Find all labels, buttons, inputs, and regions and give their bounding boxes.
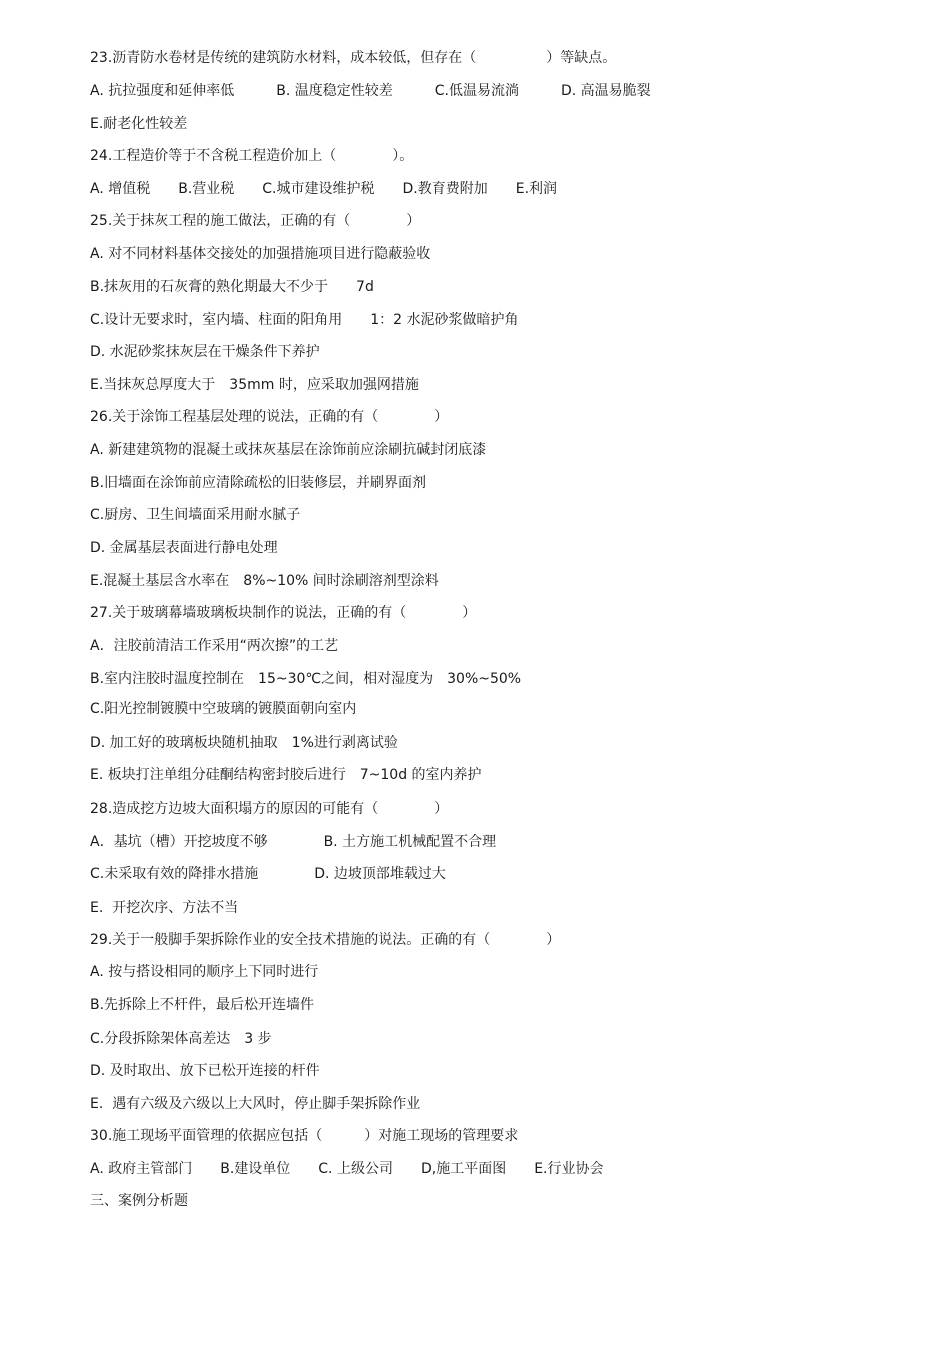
question-30-options: A. 政府主管部门 B.建设单位 C. 上级公司 D,施工平面图 E.行业协会 [90,1161,604,1177]
question-25-option-c: C.设计无要求时，室内墙、柱面的阳角用 1：2 水泥砂浆做暗护角 [90,312,519,328]
question-24-options: A. 增值税 B.营业税 C.城市建设维护税 D.教育费附加 E.利润 [90,181,558,197]
question-25-option-d: D. 水泥砂浆抹灰层在干燥条件下养护 [90,344,320,360]
section-heading-case-analysis: 三、案例分析题 [90,1193,188,1209]
question-27-option-b: B.室内注胶时温度控制在 15~30℃之间，相对湿度为 30%~50% [90,671,522,687]
question-28: 28.造成挖方边坡大面积塌方的原因的可能有（ ） [90,801,449,817]
question-23: 23.沥青防水卷材是传统的建筑防水材料，成本较低，但存在（ ）等缺点。 [90,50,617,66]
question-26: 26.关于涂饰工程基层处理的说法，正确的有（ ） [90,409,449,425]
question-26-option-d: D. 金属基层表面进行静电处理 [90,540,278,556]
question-26-option-e: E.混凝土基层含水率在 8%~10% 间时涂刷溶剂型涂料 [90,573,439,589]
question-23-option-e: E.耐老化性较差 [90,116,188,132]
question-29-option-d: D. 及时取出、放下已松开连接的杆件 [90,1063,320,1079]
question-29-option-a: A. 按与搭设相同的顺序上下同时进行 [90,964,319,980]
question-27-option-a: A．注胶前清洁工作采用“两次擦”的工艺 [90,638,339,654]
question-23-options-a-d: A. 抗拉强度和延伸率低 B. 温度稳定性较差 C.低温易流淌 D. 高温易脆裂 [90,83,651,99]
question-29: 29.关于一般脚手架拆除作业的安全技术措施的说法。正确的有（ ） [90,932,561,948]
question-25-option-b: B.抹灰用的石灰膏的熟化期最大不少于 7d [90,279,374,295]
question-24: 24.工程造价等于不含税工程造价加上（ ）。 [90,148,414,164]
question-25: 25.关于抹灰工程的施工做法，正确的有（ ） [90,213,421,229]
question-25-option-e: E.当抹灰总厚度大于 35mm 时，应采取加强网措施 [90,377,419,393]
question-28-options-a-b: A．基坑（槽）开挖坡度不够 B. 土方施工机械配置不合理 [90,834,497,850]
question-29-option-b: B.先拆除上不杆件，最后松开连墙件 [90,997,315,1013]
question-28-options-c-d: C.未采取有效的降排水措施 D. 边坡顶部堆载过大 [90,866,446,882]
question-26-option-b: B.旧墙面在涂饰前应清除疏松的旧装修层，并刷界面剂 [90,475,427,491]
question-25-option-a: A. 对不同材料基体交接处的加强措施项目进行隐蔽验收 [90,246,431,262]
question-28-option-e: E. 开挖次序、方法不当 [90,900,239,916]
question-27-option-e: E. 板块打注单组分硅酮结构密封胶后进行 7~10d 的室内养护 [90,767,482,783]
question-27: 27.关于玻璃幕墙玻璃板块制作的说法，正确的有（ ） [90,605,477,621]
question-26-option-c: C.厨房、卫生间墙面采用耐水腻子 [90,507,301,523]
question-27-option-d: D. 加工好的玻璃板块随机抽取 1%进行剥离试验 [90,735,398,751]
question-29-option-e: E. 遇有六级及六级以上大风时，停止脚手架拆除作业 [90,1096,421,1112]
question-29-option-c: C.分段拆除架体高差达 3 步 [90,1031,272,1047]
question-26-option-a: A. 新建建筑物的混凝土或抹灰基层在涂饰前应涂刷抗碱封闭底漆 [90,442,487,458]
question-30: 30.施工现场平面管理的依据应包括（ ）对施工现场的管理要求 [90,1128,519,1144]
question-27-option-c: C.阳光控制镀膜中空玻璃的镀膜面朝向室内 [90,701,357,717]
